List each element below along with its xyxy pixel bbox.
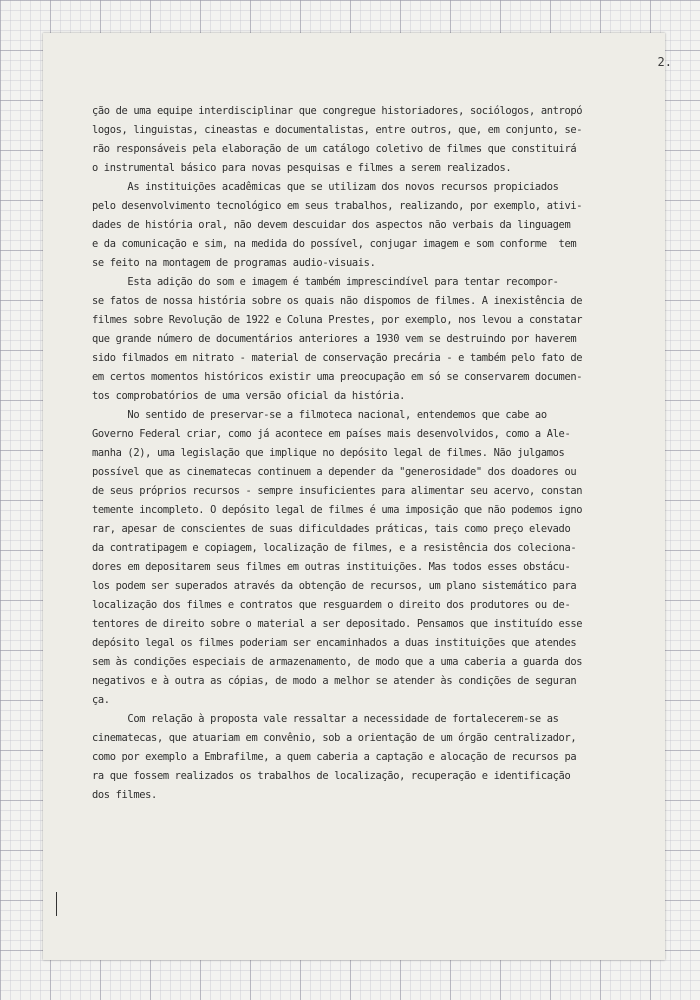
text-line: dades de história oral, não devem descuidar dos aspectos não verbais da linguagem — [92, 219, 571, 231]
text-line: sem às condições especiais de armazenamento, de modo que a uma caberia a guarda dos — [92, 656, 583, 668]
text-line: de seus próprios recursos - sempre insuficientes para alimentar seu acervo, constan — [92, 485, 583, 497]
document-body — [92, 102, 640, 805]
text-line: e da comunicação e sim, na medida do possível, conjugar imagem e som conforme tem — [92, 238, 577, 250]
paragraph — [92, 178, 640, 273]
text-line: da contratipagem e copiagem, localização de filmes, e a resistência dos coleciona- — [92, 542, 577, 554]
text-line: rão responsáveis pela elaboração de um catálogo coletivo de filmes que constituirá — [92, 143, 577, 155]
text-line: sido filmados em nitrato - material de conservação precária - e também pelo fato de — [92, 352, 583, 364]
text-line: ça. — [92, 694, 110, 706]
paragraph — [92, 710, 640, 805]
text-line: los podem ser superados através da obtenção de recursos, um plano sistemático para — [92, 580, 577, 592]
text-line: localização dos filmes e contratos que resguardem o direito dos produtores ou de- — [92, 599, 571, 611]
text-line: Esta adição do som e imagem é também imprescindível para tentar recompor- — [92, 276, 559, 288]
text-line: dos filmes. — [92, 789, 157, 801]
text-line: logos, linguistas, cineastas e documentalistas, entre outros, que, em conjunto, se- — [92, 124, 583, 136]
text-line: ção de uma equipe interdisciplinar que congregue historiadores, sociólogos, antropó — [92, 105, 583, 117]
text-line: dores em depositarem seus filmes em outras instituições. Mas todos esses obstácu- — [92, 561, 571, 573]
paragraph — [92, 406, 640, 710]
page-number: 2. — [657, 55, 672, 69]
text-line: temente incompleto. O depósito legal de filmes é uma imposição que não podemos igno — [92, 504, 583, 516]
text-line: As instituições acadêmicas que se utilizam dos novos recursos propiciados — [92, 181, 559, 193]
text-line: tos comprobatórios de uma versão oficial da história. — [92, 390, 406, 402]
text-line: Governo Federal criar, como já acontece em países mais desenvolvidos, como a Ale- — [92, 428, 571, 440]
text-line: o instrumental básico para novas pesquisas e filmes a serem realizados. — [92, 162, 512, 174]
text-line: em certos momentos históricos existir uma preocupação em só se conservarem documen- — [92, 371, 583, 383]
text-line: se fatos de nossa história sobre os quais não dispomos de filmes. A inexistência de — [92, 295, 583, 307]
text-line: filmes sobre Revolução de 1922 e Coluna Prestes, por exemplo, nos levou a constatar — [92, 314, 583, 326]
text-line: que grande número de documentários anteriores a 1930 vem se destruindo por haverem — [92, 333, 577, 345]
text-line: cinematecas, que atuariam em convênio, sob a orientação de um órgão centralizador, — [92, 732, 577, 744]
text-line: como por exemplo a Embrafilme, a quem caberia a captação e alocação de recursos pa — [92, 751, 577, 763]
text-line: depósito legal os filmes poderiam ser encaminhados a duas instituições que atendes — [92, 637, 577, 649]
text-line: ra que fossem realizados os trabalhos de localização, recuperação e identificação — [92, 770, 571, 782]
text-line: tentores de direito sobre o material a ser depositado. Pensamos que instituído esse — [92, 618, 583, 630]
text-line: rar, apesar de conscientes de suas dificuldades práticas, tais como preço elevado — [92, 523, 571, 535]
text-line: pelo desenvolvimento tecnológico em seus trabalhos, realizando, por exemplo, ativi- — [92, 200, 583, 212]
text-line: se feito na montagem de programas audio-visuais. — [92, 257, 376, 269]
text-line: possível que as cinematecas continuem a depender da "generosidade" dos doadores ou — [92, 466, 577, 478]
paragraph — [92, 102, 640, 178]
pen-mark — [56, 892, 57, 916]
text-line: Com relação à proposta vale ressaltar a necessidade de fortalecerem-se as — [92, 713, 559, 725]
text-line: No sentido de preservar-se a filmoteca nacional, entendemos que cabe ao — [92, 409, 547, 421]
text-line: manha (2), uma legislação que implique no depósito legal de filmes. Não julgamos — [92, 447, 565, 459]
text-line: negativos e à outra as cópias, de modo a melhor se atender às condições de seguran — [92, 675, 577, 687]
paragraph — [92, 273, 640, 406]
